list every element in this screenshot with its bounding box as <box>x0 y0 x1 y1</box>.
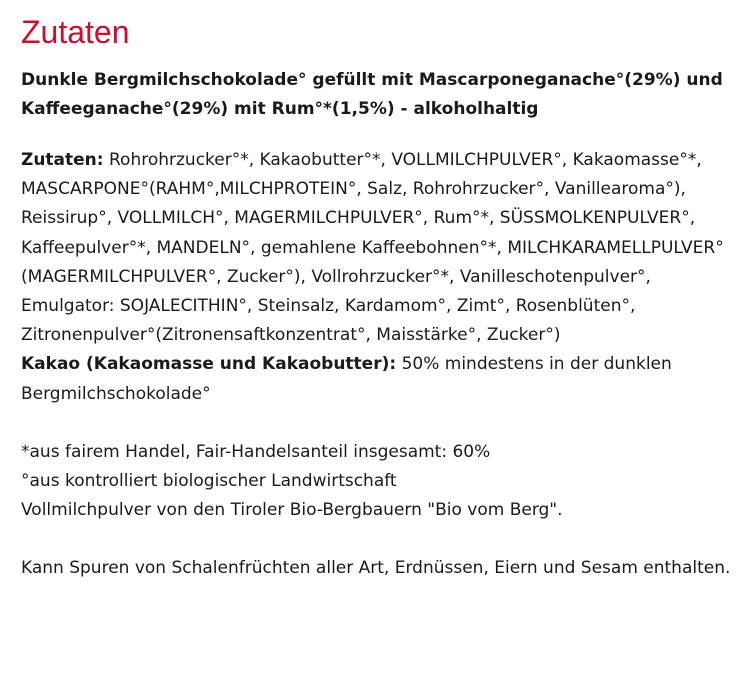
note-milk-source: Vollmilchpulver von den Tiroler Bio-Bergbauern "Bio vom Berg". <box>21 500 563 521</box>
ingredients-label: Zutaten: <box>21 150 104 170</box>
cocoa-text: 50% mindestens in der dunklen Bergmilchschokolade° <box>21 354 672 404</box>
cocoa-label: Kakao (Kakaomasse und Kakaobutter): <box>21 354 397 375</box>
page-title: Zutaten <box>21 14 130 50</box>
ingredients-text: Rohrohrzucker°*, Kakaobutter°*, VOLLMILCHPULVER°, Kakaomasse°*, MASCARPONE°(RAHM°,MILCHPROTEIN°, Salz, Rohrohrzucker°, Vanillearoma°), Reissirup°, VOLLMILCH°, MAGERMILCHPULVER°, Rum°*, SÜSSMOLKENPULVER°, Kaffeepulver°*, MANDELN°, gemahlene Kaffeebohnen°*, MILCHKARAMELLPULVER°(MAGERMILCHPULVER°, Zucker°), Vollrohrzucker°*, Vanilleschotenpulver°, Emulgator: SOJALECITHIN°, Steinsalz, Kardamom°, Zimt°, Rosenblüten°, Zitronenpulver°(Zitronensaftkonzentrat°, Maisstärke°, Zucker°) <box>21 150 724 346</box>
note-fairtrade: *aus fairem Handel, Fair-Handelsanteil insgesamt: 60% <box>21 441 491 462</box>
cocoa-content <box>21 350 735 408</box>
product-description: Dunkle Bergmilchschokolade° gefüllt mit Mascarponeganache°(29%) und Kaffeeganache°(29%) mit Rum°*(1,5%) - alkoholhaltig <box>21 70 723 119</box>
note-organic: °aus kontrolliert biologischer Landwirtschaft <box>21 471 397 492</box>
ingredients-list <box>21 146 735 350</box>
allergen-notice: Kann Spuren von Schalenfrüchten aller Art, Erdnüssen, Eiern und Sesam enthalten. <box>21 558 731 579</box>
